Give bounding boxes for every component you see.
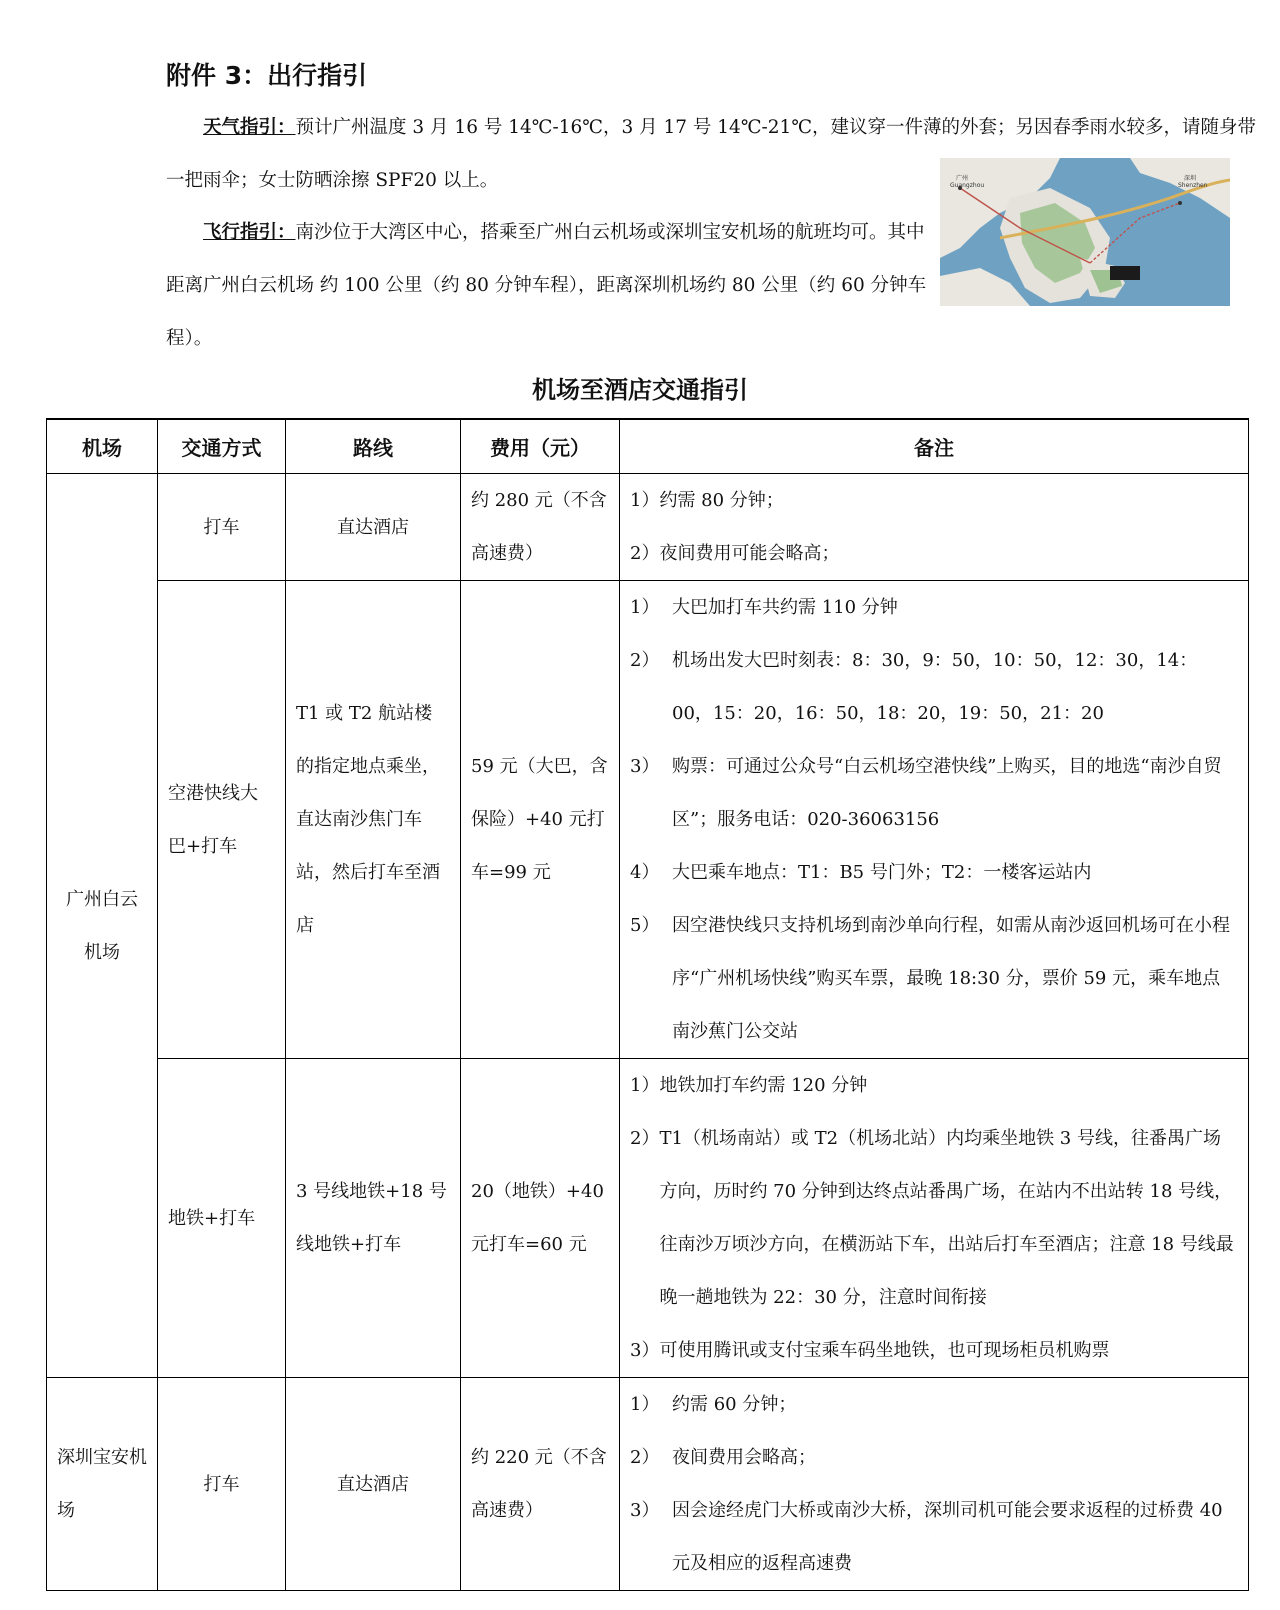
note-item <box>630 474 1238 527</box>
notes-cell <box>620 1059 1249 1378</box>
table-header-row <box>47 419 1249 474</box>
notes-cell <box>620 1378 1249 1591</box>
cost-cell: 约 220 元（不含高速费） <box>461 1378 620 1591</box>
route-cell: T1 或 T2 航站楼的指定地点乘坐，直达南沙焦门车站，然后打车至酒店 <box>286 581 461 1059</box>
weather-text: 预计广州温度 3 月 16 号 14℃-16℃，3 月 17 号 14℃-21℃，建议穿一件薄的外套；另因春季雨水较多，请随身带一把雨伞；女士防晒涂擦 SPF20 以上。 <box>166 117 1257 191</box>
note-item <box>630 1484 1238 1590</box>
note-text: 约需 60 分钟； <box>672 1394 797 1415</box>
note-item <box>630 1378 1238 1431</box>
table-title: 机场至酒店交通指引 <box>532 376 748 404</box>
map-label-guangzhou-cn: 广州 <box>956 175 969 182</box>
note-number: 1） <box>630 597 660 618</box>
cost-cell: 20（地铁）+40 元打车=60 元 <box>461 1059 620 1378</box>
transport-table <box>46 418 1249 1591</box>
header-route: 路线 <box>286 419 461 474</box>
note-number: 2） <box>630 543 660 564</box>
table-row <box>47 1378 1249 1591</box>
note-item <box>630 527 1238 580</box>
map-label-guangzhou-en: Guangzhou <box>950 182 985 189</box>
weather-label: 天气指引： <box>203 117 296 138</box>
airport-cell-guangzhou: 广州白云机场 <box>47 474 158 1378</box>
header-cost: 费用（元） <box>461 419 620 474</box>
table-row <box>47 474 1249 581</box>
map-label-shenzhen-cn: 深圳 <box>1184 175 1197 182</box>
header-mode: 交通方式 <box>158 419 286 474</box>
note-text: 机场出发大巴时刻表：8：30，9：50，10：50，12：30，14：00，15：20，16：50，18：20，19：50，21：20 <box>672 650 1198 724</box>
note-text: 因空港快线只支持机场到南沙单向行程，如需从南沙返回机场可在小程序“广州机场快线”购买车票，最晚 18:30 分，票价 59 元，乘车地点南沙蕉门公交站 <box>672 915 1230 1042</box>
note-number: 2） <box>630 650 660 671</box>
note-text: 夜间费用会略高； <box>672 1447 816 1468</box>
location-map <box>940 158 1230 306</box>
header-airport: 机场 <box>47 419 158 474</box>
note-item <box>630 846 1238 899</box>
note-item <box>630 1431 1238 1484</box>
note-text: 因会途经虎门大桥或南沙大桥，深圳司机可能会要求返程的过桥费 40 元及相应的返程高速费 <box>672 1500 1223 1574</box>
note-number: 2） <box>630 1128 660 1149</box>
note-text: 大巴乘车地点：T1：B5 号门外；T2：一楼客运站内 <box>672 862 1092 883</box>
route-cell: 直达酒店 <box>286 1378 461 1591</box>
note-text: 约需 80 分钟； <box>659 490 784 511</box>
flight-label: 飞行指引： <box>203 222 296 243</box>
note-item <box>630 581 1238 634</box>
cost-cell: 59 元（大巴，含保险）+40 元打车=99 元 <box>461 581 620 1059</box>
note-number: 3） <box>630 1340 660 1361</box>
note-item <box>630 1324 1238 1377</box>
map-label-shenzhen-en: Shenzhen <box>1178 182 1208 189</box>
mode-cell: 打车 <box>158 1378 286 1591</box>
note-item <box>630 634 1238 740</box>
note-item <box>630 1059 1238 1112</box>
note-item <box>630 740 1238 846</box>
note-text: 地铁加打车约需 120 分钟 <box>659 1075 868 1096</box>
route-cell: 3 号线地铁+18 号线地铁+打车 <box>286 1059 461 1378</box>
notes-cell <box>620 474 1249 581</box>
mode-cell: 打车 <box>158 474 286 581</box>
notes-cell <box>620 581 1249 1059</box>
flight-text: 南沙位于大湾区中心，搭乘至广州白云机场或深圳宝安机场的航班均可。其中距离广州白云机场 约 100 公里（约 80 分钟车程），距离深圳机场约 80 公里（约 60 分钟车程）。 <box>166 222 927 349</box>
route-cell: 直达酒店 <box>286 474 461 581</box>
note-text: 大巴加打车共约需 110 分钟 <box>672 597 898 618</box>
mode-cell: 空港快线大巴+打车 <box>158 581 286 1059</box>
note-number: 2） <box>630 1447 660 1468</box>
mode-cell: 地铁+打车 <box>158 1059 286 1378</box>
note-number: 3） <box>630 756 660 777</box>
cost-cell: 约 280 元（不含高速费） <box>461 474 620 581</box>
note-text: 可使用腾讯或支付宝乘车码坐地铁，也可现场柜员机购票 <box>659 1340 1110 1361</box>
note-number: 4） <box>630 862 660 883</box>
note-item <box>630 899 1238 1058</box>
page-heading: 附件 3：出行指引 <box>166 61 368 90</box>
note-text: 购票：可通过公众号“白云机场空港快线”上购买，目的地选“南沙自贸区”；服务电话：020-36063156 <box>672 756 1222 830</box>
table-row <box>47 581 1249 1059</box>
note-number: 1） <box>630 1075 660 1096</box>
note-text: 夜间费用可能会略高； <box>659 543 840 564</box>
table-row <box>47 1059 1249 1378</box>
note-number: 1） <box>630 1394 660 1415</box>
note-item <box>630 1112 1238 1324</box>
airport-cell-shenzhen: 深圳宝安机场 <box>47 1378 158 1591</box>
note-number: 3） <box>630 1500 660 1521</box>
flight-guide <box>166 206 936 365</box>
note-number: 5） <box>630 915 660 936</box>
map-illustration <box>940 158 1230 306</box>
note-number: 1） <box>630 490 660 511</box>
header-notes: 备注 <box>620 419 1249 474</box>
note-text: T1（机场南站）或 T2（机场北站）内均乘坐地铁 3 号线，往番禺广场方向，历时约 70 分钟到达终点站番禺广场，在站内不出站转 18 号线，往南沙万顷沙方向，在横沥站下车，出站后打车至酒店；注意 18 号线最晚一趟地铁为 22：30 分，注意时间衔接 <box>659 1128 1234 1308</box>
